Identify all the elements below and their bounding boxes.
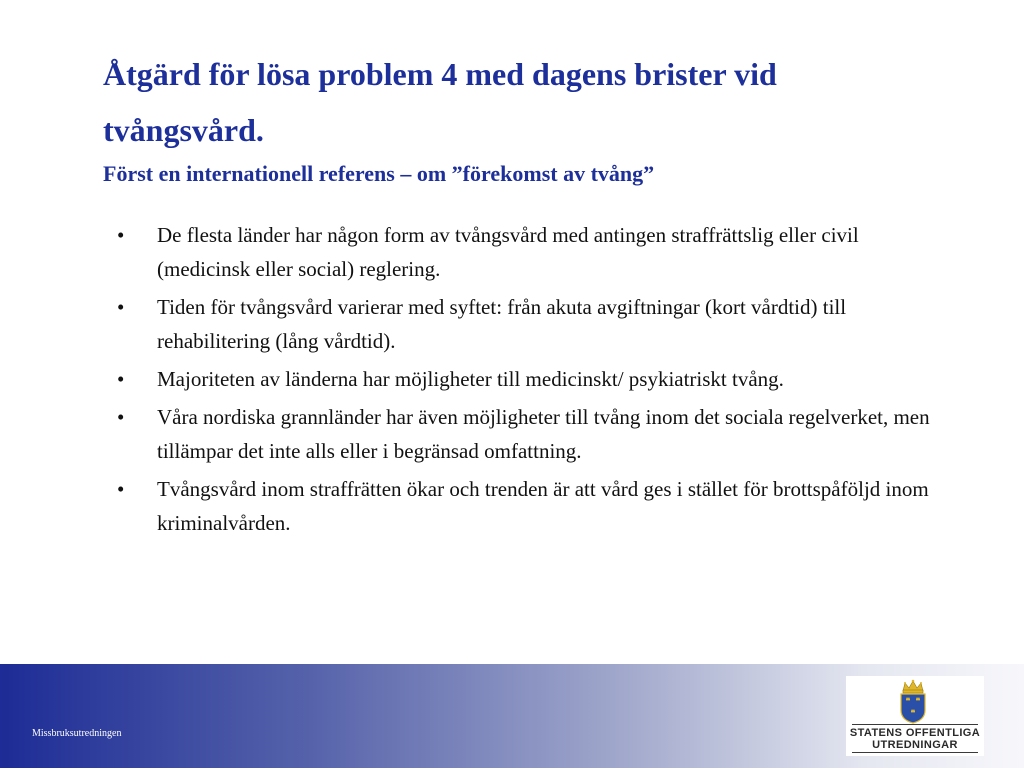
bullet-text: Tvångsvård inom straffrätten ökar och trenden är att vård ges i stället för brottspåföljd inom kriminalvården. [157,477,929,535]
slide-title: Åtgärd för lösa problem 4 med dagens brister vid tvångsvård. [103,56,777,148]
logo-line-1: STATENS OFFENTLIGA [849,727,981,739]
bullet-item [115,362,945,396]
logo-line-2: UTREDNINGAR [872,739,958,751]
bullet-item [115,400,945,468]
bullet-icon: • [117,477,125,501]
bullet-icon: • [117,223,125,247]
bullet-item [115,472,945,540]
bullet-icon: • [117,367,125,391]
bullet-text: Våra nordiska grannländer har även möjligheter till tvång inom det sociala regelverket, men tillämpar det inte alls eller i begränsad omfattning. [157,405,930,463]
bullet-list [115,218,945,544]
slide-subtitle: Först en internationell referens – om ”förekomst av tvång” [103,161,655,186]
logo-divider [852,724,978,725]
logo-divider [852,752,978,753]
bullet-text: Majoriteten av länderna har möjligheter till medicinskt/ psykiatriskt tvång. [157,367,784,391]
swedish-crest-icon [898,678,928,724]
sou-logo [846,676,984,756]
bullet-item [115,290,945,358]
bullet-icon: • [117,295,125,319]
bullet-icon: • [117,405,125,429]
bullet-item [115,218,945,286]
footer-label: Missbruksutredningen [32,728,122,739]
bullet-text: Tiden för tvångsvård varierar med syftet: från akuta avgiftningar (kort vårdtid) till rehabilitering (lång vårdtid). [157,295,847,353]
bullet-text: De flesta länder har någon form av tvångsvård med antingen straffrättslig eller civil (medicinsk eller social) reglering. [157,223,859,281]
